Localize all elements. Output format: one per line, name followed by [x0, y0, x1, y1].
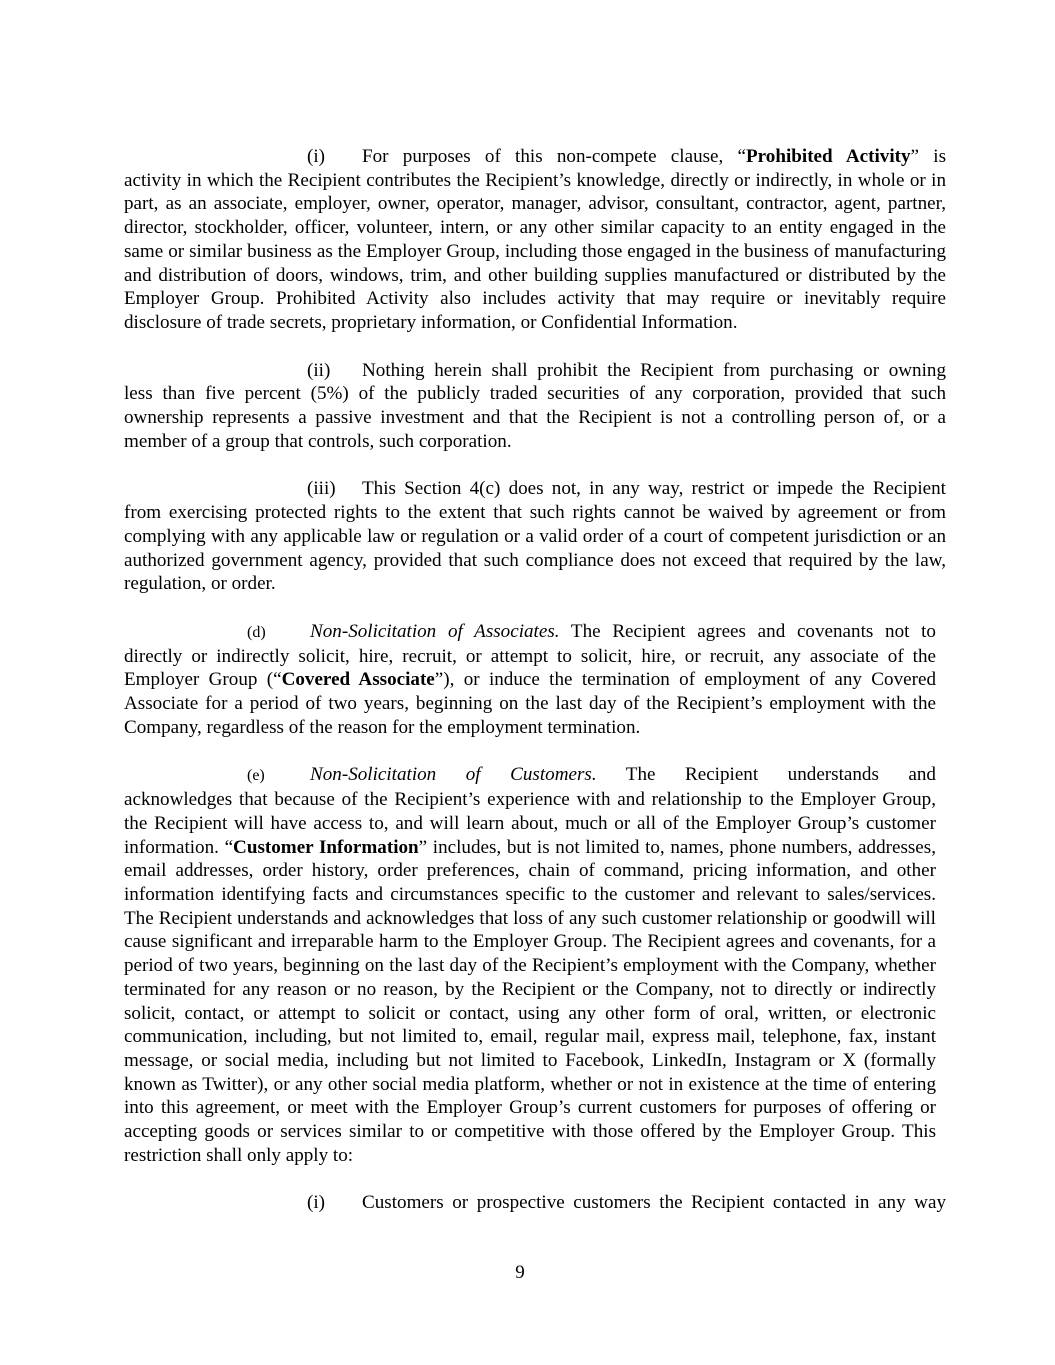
clause-body-end: ”), or induce the termination of employment of any Covered Associate for a period of two years, beginning on the last day of the Recipient’s employment with the Company, regardless of the reason for the employment termination.	[124, 669, 936, 738]
clause-4e-i	[124, 1191, 946, 1215]
clause-heading: Non-Solicitation of Associates.	[310, 620, 560, 642]
clause-lead-text-end: ” is	[910, 146, 947, 167]
defined-term: Customer Information	[233, 836, 419, 858]
clause-lead-text: The Recipient understands and	[596, 764, 936, 786]
clause-lead-text: Nothing herein shall prohibit the Recipient from purchasing or owning	[362, 359, 946, 381]
clause-4c-i	[124, 145, 946, 335]
clause-4c-iii	[124, 477, 946, 596]
clause-body-end: ” includes, but is not limited to, names, phone numbers, addresses, email addresses, order history, order preferences, chain of command, pricing information, and other information identifying facts and circumstances specific to the customer and relevant to sales/services. The Recipient understands and acknowledges that loss of any such customer relationship or goodwill will cause significant and irreparable harm to the Employer Group. The Recipient agrees and covenants, for a period of two years, beginning on the last day of the Recipient’s employment with the Company, whether terminated for any reason or no reason, by the Recipient or the Company, not to directly or indirectly solicit, contact, or attempt to solicit or contact, using any other form of oral, written, or electronic communication, including, but not limited to, email, regular mail, express mail, telephone, fax, instant message, or social media, including but not limited to Facebook, LinkedIn, Instagram or X (formally known as Twitter), or any other social media platform, whether or not in existence at the time of entering into this agreement, or meet with the Employer Group’s current customers for purposes of offering or accepting goods or services similar to or competitive with those offered by the Employer Group. This restriction shall only apply to:	[124, 836, 936, 1166]
clause-heading: Non-Solicitation of Customers.	[310, 764, 597, 786]
clause-body: directly or indirectly solicit, hire, recruit, or attempt to solicit, hire, or recruit, any associate of the Employer Group (“	[124, 645, 936, 691]
clause-4d	[124, 620, 936, 740]
clause-body: less than five percent (5%) of the publicly traded securities of any corporation, provided that such ownership represents a passive investment and that the Recipient is not a controlling person of, or a member of a group that controls, such corporation.	[124, 383, 946, 452]
clause-marker: (ii)	[307, 359, 331, 381]
clause-marker: (i)	[307, 1192, 326, 1214]
defined-term: Covered Associate	[281, 669, 435, 691]
page-number: 9	[515, 1262, 525, 1283]
clause-first-line	[307, 1191, 946, 1215]
clause-4c-ii	[124, 359, 946, 454]
clause-4e	[124, 763, 936, 1167]
clause-body: acknowledges that because of the Recipient’s experience with and relationship to the Employer Group, the Recipient will have access to, and will learn about, much or all of the Employer Group’s customer information. “	[124, 789, 936, 858]
clause-first-line	[307, 359, 946, 383]
clause-marker: (d)	[247, 623, 266, 641]
clause-marker: (i)	[307, 146, 326, 167]
clause-first-line	[247, 620, 936, 645]
clause-lead-text: For purposes of this non-compete clause, “	[362, 146, 747, 167]
document-page	[124, 145, 946, 1239]
clause-first-line	[247, 763, 936, 788]
defined-term: Prohibited Activity	[746, 146, 911, 167]
clause-lead-text: This Section 4(c) does not, in any way, restrict or impede the Recipient	[362, 478, 946, 500]
clause-lead-text: Customers or prospective customers the Recipient contacted in any way	[362, 1192, 946, 1214]
clause-body: activity in which the Recipient contributes the Recipient’s knowledge, directly or indirectly, in whole or in part, as an associate, employer, owner, operator, manager, advisor, consultant, contractor, agent, partner, director, stockholder, officer, volunteer, intern, or any other similar capacity to an entity engaged in the same or similar business as the Employer Group, including those engaged in the business of manufacturing and distribution of doors, windows, trim, and other building supplies manufactured or distributed by the Employer Group. Prohibited Activity also includes activity that may require or inevitably require disclosure of trade secrets, proprietary information, or Confidential Information.	[124, 169, 946, 333]
clause-lead-text: The Recipient agrees and covenants not to	[559, 620, 936, 642]
clause-marker: (iii)	[307, 478, 336, 500]
clause-body: from exercising protected rights to the extent that such rights cannot be waived by agreement or from complying with any applicable law or regulation or a valid order of a court of competent jurisdiction or an authorized government agency, provided that such compliance does not exceed that required by the law, regulation, or order.	[124, 502, 946, 595]
clause-first-line	[307, 145, 946, 169]
clause-marker: (e)	[247, 767, 265, 785]
clause-first-line	[307, 477, 946, 501]
